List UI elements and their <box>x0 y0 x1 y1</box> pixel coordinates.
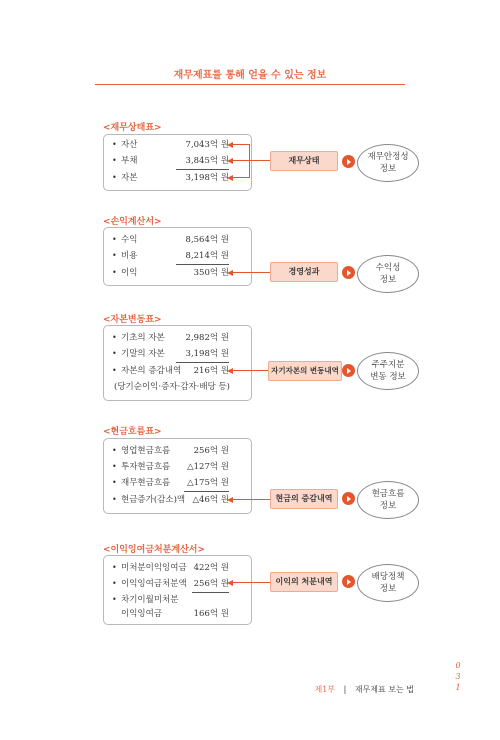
row-value: 7,043억 원 <box>185 140 229 150</box>
row-value: △46억 원 <box>192 495 229 505</box>
arrow-right-icon <box>342 155 355 168</box>
row-label: 자본 <box>121 173 138 183</box>
row-label: 재무현금흐름 <box>121 478 171 488</box>
bullet: • <box>112 156 117 165</box>
row-value: 216억 원 <box>193 366 229 376</box>
bullet: • <box>112 579 117 588</box>
row-value: 3,198억 원 <box>185 173 229 183</box>
note-text: (당기순이익·증자·감자·배당 등) <box>114 382 230 392</box>
arrowhead <box>227 175 233 181</box>
page-number: 0 3 1 <box>455 661 461 692</box>
row-label: 기말의 자본 <box>121 349 165 359</box>
arrowhead <box>227 142 233 148</box>
bullet: • <box>112 563 117 572</box>
arrow-right-icon <box>342 575 355 588</box>
section-label-income-statement: <손익계산서> <box>103 217 162 227</box>
row-label: 영업현금흐름 <box>121 446 171 456</box>
row-label: 이익잉여금 <box>121 609 163 619</box>
bracket-connector <box>232 177 250 178</box>
section-label-retained-earnings: <이익잉여금처분계산서> <box>103 545 206 555</box>
card-cash-flow <box>103 438 252 514</box>
arrow-right-icon <box>342 364 355 377</box>
page-title: 재무제표를 통해 얻을 수 있는 정보 <box>173 70 327 81</box>
row-label: 자산 <box>121 140 138 150</box>
row-value: 8,214억 원 <box>185 251 229 261</box>
row-value: △127억 원 <box>187 462 229 472</box>
connector-line <box>232 370 268 371</box>
row-value: △175억 원 <box>187 478 229 488</box>
sum-line <box>192 592 229 593</box>
tag-financial-position: 재무상태 <box>270 151 338 171</box>
result-oval: 주주지분 변동 정보 <box>357 352 419 390</box>
bullet: • <box>112 173 117 182</box>
arrowhead <box>227 580 233 586</box>
sum-line <box>176 169 229 170</box>
row-value: 350억 원 <box>193 268 229 278</box>
arrowhead <box>227 497 233 503</box>
arrowhead <box>227 158 233 164</box>
card-income-statement <box>103 227 252 286</box>
section-label-balance-sheet: <재무상태표> <box>103 123 162 133</box>
result-oval: 수익성 정보 <box>357 255 419 293</box>
row-value: 2,982억 원 <box>185 333 229 343</box>
running-footer <box>314 684 414 695</box>
row-value: 166억 원 <box>193 609 229 619</box>
row-label: 자본의 증감내역 <box>121 366 182 376</box>
sum-line <box>184 491 229 492</box>
bullet: • <box>112 140 117 149</box>
row-label: 투자현금흐름 <box>121 462 171 472</box>
row-label: 기초의 자본 <box>121 333 165 343</box>
bracket-connector <box>232 160 270 161</box>
connector-line <box>232 582 270 583</box>
bullet: • <box>112 235 117 244</box>
bullet: • <box>112 333 117 342</box>
bullet: • <box>112 268 117 277</box>
row-value: 3,198억 원 <box>185 349 229 359</box>
row-label: 현금증가(감소)액 <box>121 495 186 505</box>
tag-profit-appropriation: 이익의 처분내역 <box>270 572 338 592</box>
sum-line <box>176 362 229 363</box>
bullet: • <box>112 446 117 455</box>
row-value: 422억 원 <box>193 563 229 573</box>
row-label: 비용 <box>121 251 138 261</box>
title-rule <box>95 84 405 85</box>
row-label: 이익 <box>121 268 138 278</box>
row-value: 256억 원 <box>193 446 229 456</box>
tag-cash-change-details: 현금의 증감내역 <box>270 489 338 509</box>
bracket-connector <box>249 144 250 178</box>
bracket-connector <box>232 144 250 145</box>
connector-line <box>232 499 270 500</box>
tag-operating-results: 경영성과 <box>270 262 338 282</box>
bullet: • <box>112 251 117 260</box>
section-label-equity-changes: <자본변동표> <box>103 315 162 325</box>
row-label: 수익 <box>121 235 138 245</box>
card-retained-earnings <box>103 555 252 625</box>
bullet: • <box>112 462 117 471</box>
sum-line <box>176 264 229 265</box>
row-label: 미처분이익잉여금 <box>121 563 187 573</box>
bullet: • <box>112 495 117 504</box>
result-oval: 배당정책 정보 <box>357 564 419 602</box>
tag-equity-change-details: 자기자본의 변동내역 <box>268 361 342 381</box>
arrowhead <box>227 368 233 374</box>
card-equity-changes <box>103 325 252 401</box>
arrowhead <box>227 270 233 276</box>
result-oval: 현금흐름 정보 <box>357 481 419 519</box>
connector-line <box>232 272 270 273</box>
bullet: • <box>112 478 117 487</box>
bullet: • <box>112 349 117 358</box>
bullet: • <box>112 595 117 604</box>
arrow-right-icon <box>342 266 355 279</box>
result-oval: 재무안정성 정보 <box>357 144 419 182</box>
footer-part: 제1부 <box>314 685 336 694</box>
row-label: 차기이월미처분 <box>121 595 179 605</box>
row-label: 부채 <box>121 156 138 166</box>
row-value: 256억 원 <box>193 579 229 589</box>
arrow-right-icon <box>342 492 355 505</box>
footer-separator: | <box>343 685 347 694</box>
bullet: • <box>112 366 117 375</box>
section-label-cash-flow: <현금흐름표> <box>103 427 162 437</box>
row-value: 3,845억 원 <box>185 156 229 166</box>
row-value: 8,564억 원 <box>185 235 229 245</box>
row-label: 이익잉여금처분액 <box>121 579 187 589</box>
footer-chapter: 재무제표 보는 법 <box>354 685 414 694</box>
